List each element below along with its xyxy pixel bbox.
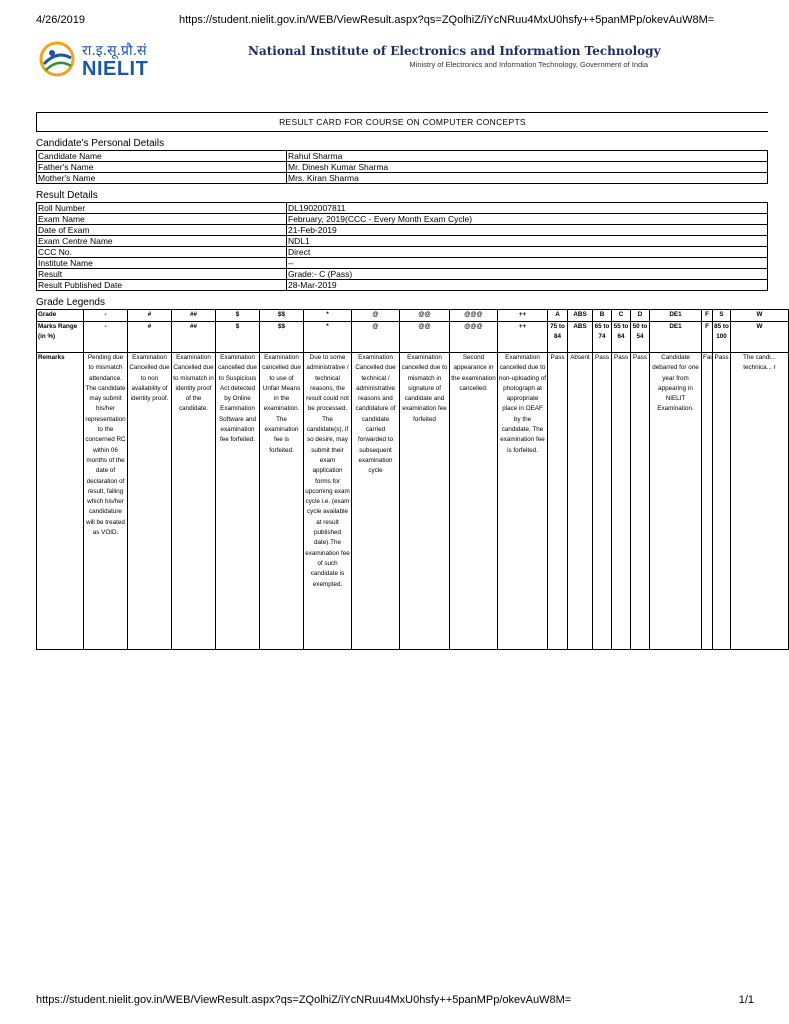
marks-range-cell: ++ xyxy=(498,322,548,353)
field-label: Exam Centre Name xyxy=(37,236,287,247)
table-row xyxy=(37,269,768,280)
remark-cell: Pass xyxy=(631,353,650,650)
remark-cell: Examination cancelled due to Suspicious Act detected by Online Examination Software and examination fee forfeited. xyxy=(216,353,260,650)
remark-cell: Examination Cancelled due to non availability of identity proof. xyxy=(128,353,172,650)
remarks-row xyxy=(37,353,789,650)
field-value: 21-Feb-2019 xyxy=(287,225,768,236)
remark-cell: Absent xyxy=(568,353,593,650)
print-date: 4/26/2019 xyxy=(36,14,85,26)
remark-cell: Examination cancelled due to non-uploading of photograph at appropriate place in OEAF by the candidate. The examination fee is forfeited. xyxy=(498,353,548,650)
marks-range-cell: ## xyxy=(172,322,216,353)
field-value: Mrs. Kiran Sharma xyxy=(287,173,768,184)
remark-cell: Due to some administrative / technical reasons, the result could not be processed. The candidate(s), if so desire, may submit their exam application forms for upcoming exam cycle i.e. (exam cycle available at result published date).The examination fee of such candidate is exempted. xyxy=(304,353,352,650)
marks-range-cell: $ xyxy=(216,322,260,353)
field-label: Mother's Name xyxy=(37,173,287,184)
print-footer xyxy=(36,994,754,1008)
remark-cell: Second appearance in the examination cancelled. xyxy=(450,353,498,650)
remark-cell: Candidate debarred for one year from appearing in NIELIT Examination. xyxy=(650,353,702,650)
table-row xyxy=(37,258,768,269)
marks-range-cell: $$ xyxy=(260,322,304,353)
field-label: Institute Name xyxy=(37,258,287,269)
grade-cell: DE1 xyxy=(650,310,702,322)
marks-range-cell: 55 to 64 xyxy=(612,322,631,353)
field-value: -- xyxy=(287,258,768,269)
field-value: Grade:- C (Pass) xyxy=(287,269,768,280)
marks-range-cell: 75 to 84 xyxy=(548,322,568,353)
grade-legends-heading: Grade Legends xyxy=(36,297,105,308)
grade-cell: C xyxy=(612,310,631,322)
grade-row xyxy=(37,310,789,322)
grade-cell: B xyxy=(593,310,612,322)
table-row xyxy=(37,236,768,247)
grade-cell: D xyxy=(631,310,650,322)
result-card xyxy=(36,112,776,650)
marks-range-row xyxy=(37,322,789,353)
field-value: Rahul Sharma xyxy=(287,151,768,162)
organisation-name: National Institute of Electronics and Information Technology xyxy=(248,44,661,58)
remark-cell: Fail xyxy=(702,353,713,650)
field-value: DL1902007811 xyxy=(287,203,768,214)
field-label: Exam Name xyxy=(37,214,287,225)
marks-range-cell: * xyxy=(304,322,352,353)
grade-legends-table xyxy=(36,309,789,650)
nielit-globe-logo-icon xyxy=(38,40,76,78)
table-row xyxy=(37,247,768,258)
grade-cell: $ xyxy=(216,310,260,322)
marks-range-cell: @@@ xyxy=(450,322,498,353)
marks-range-cell: @ xyxy=(352,322,400,353)
grade-cell: $$ xyxy=(260,310,304,322)
remark-cell: Pass xyxy=(713,353,731,650)
field-label: Result Published Date xyxy=(37,280,287,291)
result-card-title: RESULT CARD FOR COURSE ON COMPUTER CONCEPTS xyxy=(36,112,768,132)
marks-range-cell: # xyxy=(128,322,172,353)
field-value: February, 2019(CCC - Every Month Exam Cycle) xyxy=(287,214,768,225)
print-footer-url: https://student.nielit.gov.in/WEB/ViewResult.aspx?qs=ZQolhiZ/iYcNRuu4MxU0hsfy++5panMPp/okevAuW8M= xyxy=(36,994,572,1006)
marks-range-cell: @@ xyxy=(400,322,450,353)
remarks-row-label: Remarks xyxy=(37,353,84,650)
ministry-name: Ministry of Electronics and Information Technology, Government of India xyxy=(409,60,648,69)
grade-cell: W xyxy=(731,310,789,322)
marks-range-cell: F xyxy=(702,322,713,353)
marks-range-row-label: Marks Range (in %) xyxy=(37,322,84,353)
grade-cell: - xyxy=(84,310,128,322)
grade-cell: S xyxy=(713,310,731,322)
print-header xyxy=(36,14,754,30)
field-label: Candidate Name xyxy=(37,151,287,162)
personal-details-table xyxy=(36,150,768,184)
grade-cell: * xyxy=(304,310,352,322)
grade-cell: @@ xyxy=(400,310,450,322)
table-row xyxy=(37,151,768,162)
grade-cell: ## xyxy=(172,310,216,322)
page-number: 1/1 xyxy=(738,994,754,1006)
grade-cell: # xyxy=(128,310,172,322)
marks-range-cell: ABS xyxy=(568,322,593,353)
table-row xyxy=(37,203,768,214)
remark-cell: Pass xyxy=(612,353,631,650)
remark-cell: The candi... technica... r xyxy=(731,353,789,650)
field-value: 28-Mar-2019 xyxy=(287,280,768,291)
remark-cell: Examination Cancelled due to mismatch in identity proof of the candidate. xyxy=(172,353,216,650)
remark-cell: Examination Cancelled due technical / administrative reasons and candidature of candidate carried forwarded to subsequent examination cycle xyxy=(352,353,400,650)
table-row xyxy=(37,214,768,225)
grade-cell: @@@ xyxy=(450,310,498,322)
table-row xyxy=(37,280,768,291)
marks-range-cell: 65 to 74 xyxy=(593,322,612,353)
table-row xyxy=(37,162,768,173)
grade-cell: ++ xyxy=(498,310,548,322)
personal-details-heading: Candidate's Personal Details xyxy=(36,138,165,149)
remark-cell: Pass xyxy=(593,353,612,650)
grade-row-label: Grade xyxy=(37,310,84,322)
marks-range-cell: 85 to 100 xyxy=(713,322,731,353)
field-value: NDL1 xyxy=(287,236,768,247)
logo-wordmark: NIELIT xyxy=(82,58,149,80)
nielit-logo xyxy=(36,38,149,86)
field-label: CCC No. xyxy=(37,247,287,258)
field-label: Father's Name xyxy=(37,162,287,173)
result-details-table xyxy=(36,202,768,291)
marks-range-cell: 50 to 54 xyxy=(631,322,650,353)
print-url: https://student.nielit.gov.in/WEB/ViewResult.aspx?qs=ZQolhiZ/iYcNRuu4MxU0hsfy++5panMPp/okevAuW8M= xyxy=(179,14,715,26)
remark-cell: Examination cancelled due to use of Unfair Means in the examination. The examination fee is forfeited. xyxy=(260,353,304,650)
grade-cell: ABS xyxy=(568,310,593,322)
table-row xyxy=(37,173,768,184)
grade-cell: @ xyxy=(352,310,400,322)
result-details-heading: Result Details xyxy=(36,190,98,201)
marks-range-cell: DE1 xyxy=(650,322,702,353)
field-label: Result xyxy=(37,269,287,280)
logo-hindi-text: रा.इ.सू.प्रौ.सं xyxy=(82,43,147,59)
field-value: Mr. Dinesh Kumar Sharma xyxy=(287,162,768,173)
remark-cell: Examination cancelled due to mismatch in signature of candidate and examination fee forfeited xyxy=(400,353,450,650)
marks-range-cell: - xyxy=(84,322,128,353)
grade-cell: A xyxy=(548,310,568,322)
field-label: Date of Exam xyxy=(37,225,287,236)
field-label: Roll Number xyxy=(37,203,287,214)
remark-cell: Pending due to mismatch attendance. The candidate may submit his/her representation to the concerned RC within 06 months of the date of declaration of result, failing which his/her candidature will be treated as VOID. xyxy=(84,353,128,650)
table-row xyxy=(37,225,768,236)
marks-range-cell: W xyxy=(731,322,789,353)
organisation-header xyxy=(248,44,661,69)
field-value: Direct xyxy=(287,247,768,258)
remark-cell: Pass xyxy=(548,353,568,650)
grade-cell: F xyxy=(702,310,713,322)
